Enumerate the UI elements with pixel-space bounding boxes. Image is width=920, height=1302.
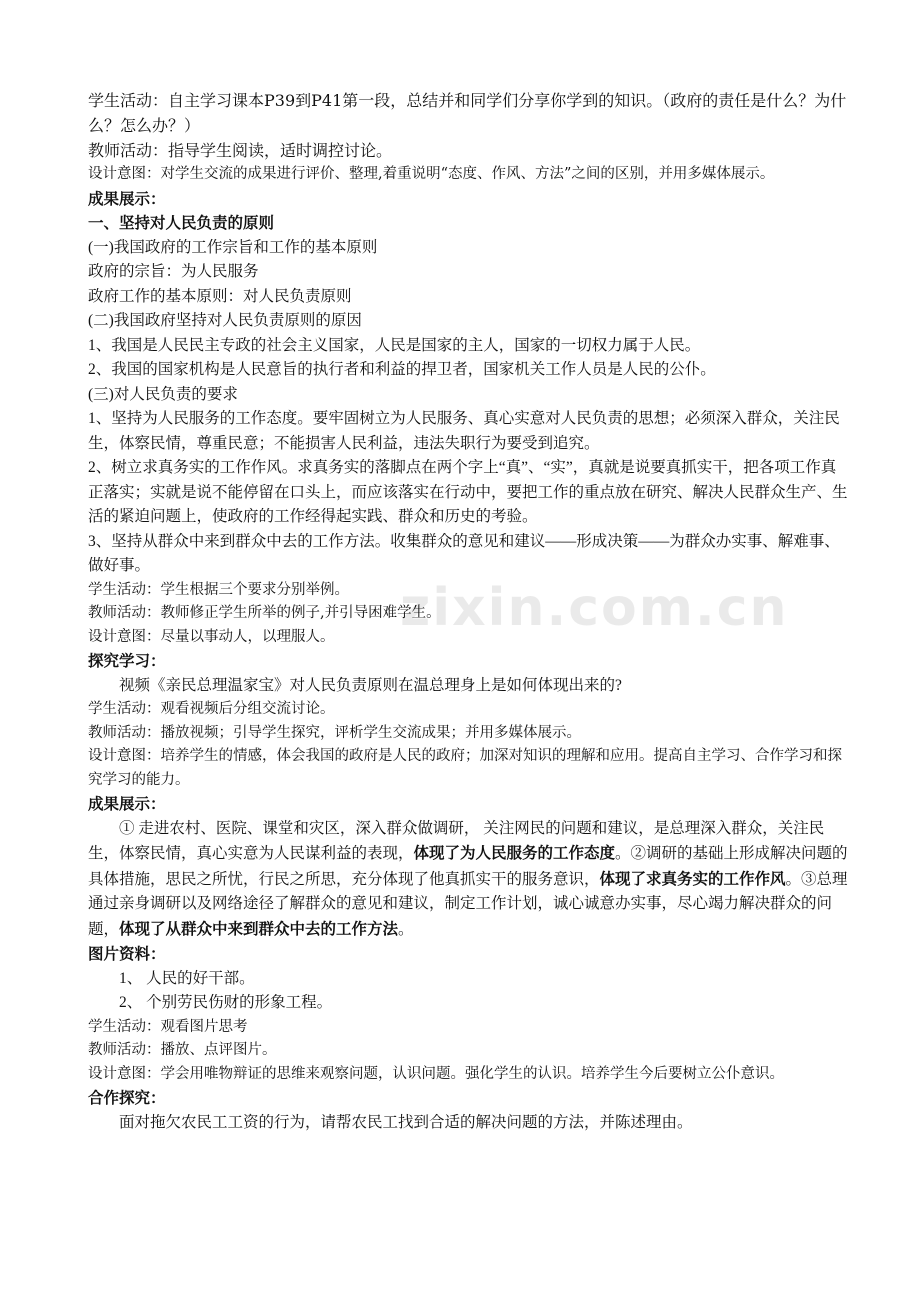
results2-paragraph [88,817,848,943]
subheading-3: (三)对人民负责的要求 [88,385,238,403]
requirement-2: 2、树立求真务实的工作作风。求真务实的落脚点在两个字上“真”、“实”，真就是说要真抓实干，把各项工作真正落实；实就是说不能停留在口头上，而应该落实在行动中，要把工作的重点放在研究、解决人民群众生产、生活的紧迫问题上，使政府的工作经得起实践、群众和历史的考验。 [88,459,848,525]
document-page [88,88,848,1135]
intro-student-activity: 学生活动：自主学习课本P39到P41第一段，总结并和同学们分享你学到的知识。（政府的责任是什么？为什么？怎么办？） [88,91,847,135]
requirement-1: 1、坚持为人民服务的工作态度。要牢固树立为人民服务、真心实意对人民负责的思想；必须深入群众，关注民生，体察民情，尊重民意；不能损害人民利益，违法失职行为要受到追究。 [88,410,840,452]
coop-question: 面对拖欠农民工工资的行为，请帮农民工找到合适的解决问题的方法，并陈述理由。 [119,1113,693,1131]
explore-heading: 探究学习： [88,652,166,670]
coop-heading: 合作探究： [88,1089,166,1107]
results2-heading: 成果展示： [88,795,166,813]
pictures-student-activity: 学生活动：观看图片思考 [88,1018,248,1035]
explore-teacher-activity: 教师活动：播放视频；引导学生探究，评析学生交流成果；并用多媒体展示。 [88,724,581,741]
pictures-teacher-activity: 教师活动：播放、点评图片。 [88,1042,277,1058]
results2-bold-1: 体现了为人民服务的工作态度 [413,844,616,862]
section-title: 一、坚持对人民负责的原则 [88,214,275,232]
results1-student-activity: 学生活动：学生根据三个要求分别举例。 [88,581,349,598]
reason-2: 2、我国的国家机构是人民意旨的执行者和利益的捍卫者，国家机关工作人员是人民的公仆。 [88,361,716,378]
pictures-item-1: 1、 人民的好干部。 [119,969,255,987]
reason-1: 1、我国是人民民主专政的社会主义国家，人民是国家的主人，国家的一切权力属于人民。 [88,336,701,354]
explore-student-activity: 学生活动：观看视频后分组交流讨论。 [88,701,335,717]
results1-teacher-activity: 教师活动：教师修正学生所举的例子,并引导困难学生。 [88,605,441,621]
subheading-1: (一)我国政府的工作宗旨和工作的基本原则 [88,238,378,256]
government-principle: 政府工作的基本原则：对人民负责原则 [88,287,352,305]
results1-design-intent: 设计意图：尽量以事动人，以理服人。 [88,628,335,645]
pictures-heading: 图片资料： [88,945,166,963]
subheading-2: (二)我国政府坚持对人民负责原则的原因 [88,312,362,329]
results2-text-2: 。②调研的基础上形成解决问题的具体措施，思民之所忧，行民之所思，充分体现了他真抓实干的服务意识， [88,845,848,888]
explore-question: 视频《亲民总理温家宝》对人民负责原则在温总理身上是如何体现出来的? [119,676,622,694]
results1-heading: 成果展示： [88,189,166,208]
government-purpose: 政府的宗旨：为人民服务 [88,263,259,280]
explore-design-intent: 设计意图：培养学生的情感，体会我国的政府是人民的政府；加深对知识的理解和应用。提高自主学习、合作学习和探究学习的能力。 [88,748,842,788]
intro-teacher-activity: 教师活动：指导学生阅读，适时调控讨论。 [88,141,393,160]
results2-text-3: 。③总理通过亲身调研以及网络途径了解群众的意见和建议，制定工作计划，诚心诚意办实事，尽心竭力解决群众的问题， [88,870,848,938]
pictures-design-intent: 设计意图：学会用唯物辩证的思维来观察问题，认识问题。强化学生的认识。培养学生今后要树立公仆意识。 [88,1065,784,1082]
intro-design-intent: 设计意图：对学生交流的成果进行评价、整理,着重说明“态度、作风、方法”之间的区别，并用多媒体展示。 [88,166,775,182]
requirement-3: 3、坚持从群众中来到群众中去的工作方法。收集群众的意见和建议——形成决策——为群众办实事、解难事、做好事。 [88,532,840,574]
results2-text-4: 。 [398,920,414,938]
watermark: zixin.com.cn [400,578,789,638]
pictures-item-2: 2、 个别劳民伤财的形象工程。 [119,994,333,1011]
results2-bold-3: 体现了从群众中来到群众中去的工作方法 [119,919,399,938]
results2-text-1: ① 走进农村、医院、课堂和灾区，深入群众做调研， 关注网民的问题和建议，是总理深入群众，关注民生，体察民情，真心实意为人民谋利益的表现， [88,819,825,862]
results2-bold-2: 体现了求真务实的工作作风 [599,869,786,888]
